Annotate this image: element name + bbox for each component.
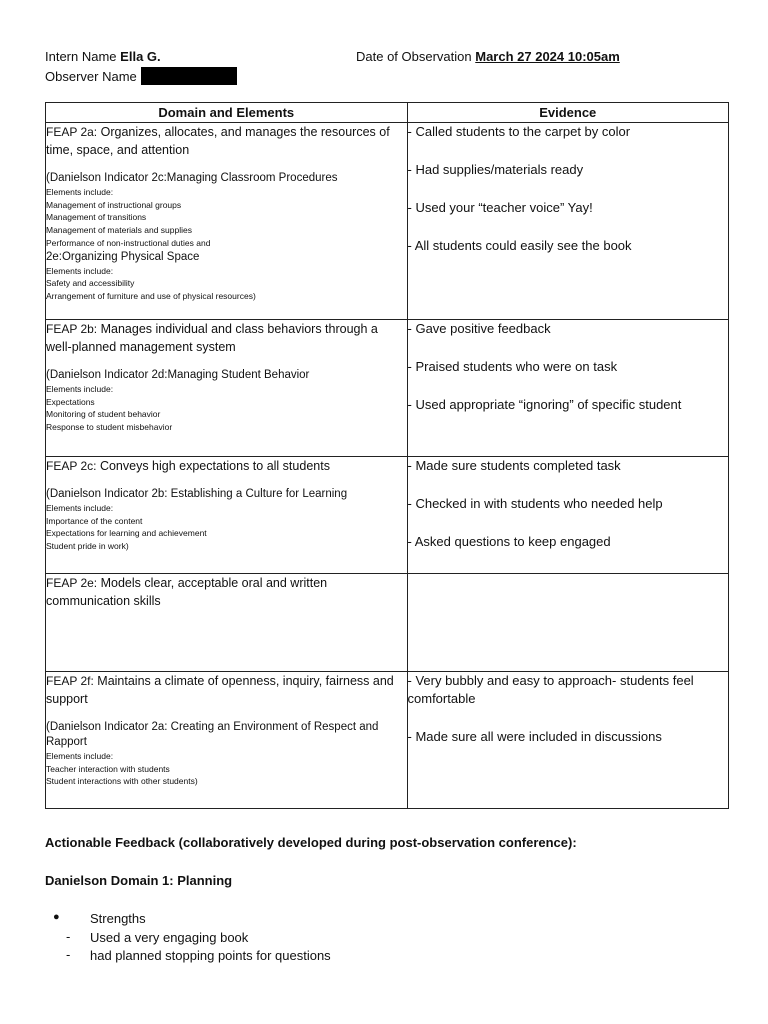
evidence-item: - Made sure students completed task — [407, 458, 621, 473]
list-item: Used a very engaging book — [90, 930, 249, 945]
intern-name-label: Intern Name — [45, 49, 117, 64]
element-line: Elements include: — [46, 503, 114, 513]
observation-date-value: March 27 2024 10:05am — [475, 49, 620, 64]
evidence-item: - Called students to the carpet by color — [407, 124, 631, 139]
evidence-item: - Asked questions to keep engaged — [407, 534, 611, 549]
list-item: had planned stopping points for questions — [90, 948, 331, 963]
evidence-cell — [407, 123, 728, 320]
evidence-cell — [407, 320, 728, 457]
feap-code: FEAP 2c: — [46, 459, 97, 473]
evidence-item: - Had supplies/materials ready — [407, 162, 584, 177]
intern-name-value: Ella G. — [120, 49, 161, 64]
element-line: Expectations for learning and achievement — [46, 528, 207, 539]
element-line: Elements include: — [46, 384, 114, 394]
observation-table — [45, 102, 729, 809]
evidence-cell — [407, 672, 728, 809]
feap-title: Manages individual and class behaviors through a well-planned management system — [46, 322, 378, 354]
evidence-cell-empty — [407, 574, 728, 672]
evidence-item: - Used appropriate “ignoring” of specific student — [407, 397, 682, 412]
feap-standard — [46, 123, 407, 159]
feap-standard — [46, 320, 407, 356]
element-line: Student pride in work) — [46, 541, 129, 552]
element-line: Teacher interaction with students — [46, 763, 170, 774]
table-row — [46, 457, 729, 574]
element-line: Elements include: — [46, 751, 114, 761]
bullet-dot-icon: ● — [53, 911, 60, 923]
element-line: Performance of non-instructional duties and — [46, 237, 211, 248]
element-line: Safety and accessibility — [46, 278, 135, 289]
element-line: Monitoring of student behavior — [46, 409, 161, 420]
feap-standard — [46, 457, 407, 475]
domain-cell — [46, 574, 408, 672]
danielson-indicator: (Danielson Indicator 2d:Managing Student Behavior — [46, 369, 310, 381]
feap-title: Models clear, acceptable oral and written communication skills — [46, 576, 328, 608]
strengths-label: Strengths — [90, 911, 146, 926]
domain-column-header: Domain and Elements — [46, 103, 408, 123]
danielson-indicator: (Danielson Indicator 2c:Managing Classroom Procedures — [46, 172, 338, 184]
domain-cell — [46, 457, 408, 574]
danielson-indicator-secondary: 2e:Organizing Physical Space — [46, 250, 200, 263]
observation-date-line — [356, 48, 620, 65]
dash-marker: - — [66, 929, 71, 944]
feap-code: FEAP 2e: — [46, 576, 98, 590]
intern-name-line — [45, 48, 161, 65]
element-line: Elements include: — [46, 187, 114, 197]
feap-code: FEAP 2a: — [46, 125, 98, 139]
feap-code: FEAP 2b: — [46, 322, 98, 336]
element-line: Expectations — [46, 396, 95, 407]
observer-name-line — [45, 67, 237, 85]
dash-marker: - — [66, 947, 71, 962]
element-line: Importance of the content — [46, 515, 143, 526]
evidence-item: - Gave positive feedback — [407, 321, 551, 336]
evidence-item: - Praised students who were on task — [407, 359, 618, 374]
evidence-item: - Very bubbly and easy to approach- students feel comfortable — [407, 673, 694, 706]
evidence-item: - Used your “teacher voice” Yay! — [407, 200, 593, 215]
evidence-item: - Made sure all were included in discussions — [407, 729, 662, 744]
observer-name-label: Observer Name — [45, 69, 137, 84]
domain1-planning-heading: Danielson Domain 1: Planning — [45, 873, 233, 888]
evidence-item: - All students could easily see the book — [407, 238, 632, 253]
table-row — [46, 574, 729, 672]
evidence-column-header: Evidence — [407, 103, 728, 123]
element-line: Response to student misbehavior — [46, 422, 173, 433]
element-line: Arrangement of furniture and use of physical resources) — [46, 290, 256, 301]
table-row — [46, 672, 729, 809]
danielson-indicator: (Danielson Indicator 2a: Creating an Environment of Respect and Rapport — [46, 721, 379, 748]
domain-cell — [46, 672, 408, 809]
element-line: Management of materials and supplies — [46, 225, 192, 236]
feap-title: Maintains a climate of openness, inquiry, fairness and support — [46, 674, 394, 706]
evidence-item: - Checked in with students who needed help — [407, 496, 663, 511]
element-line: Management of instructional groups — [46, 199, 182, 210]
observation-date-label: Date of Observation — [356, 49, 472, 64]
feap-code: FEAP 2f: — [46, 674, 94, 688]
redacted-observer-name — [141, 67, 237, 85]
feap-title: Conveys high expectations to all students — [96, 459, 330, 473]
element-line: Elements include: — [46, 265, 114, 276]
domain-cell — [46, 320, 408, 457]
feap-standard — [46, 672, 407, 708]
actionable-feedback-heading: Actionable Feedback (collaboratively developed during post-observation conference): — [45, 835, 577, 850]
element-line: Student interactions with other students) — [46, 776, 198, 787]
table-header-row — [46, 103, 729, 123]
table-row — [46, 123, 729, 320]
element-line: Management of transitions — [46, 212, 147, 223]
table-row — [46, 320, 729, 457]
feap-title: Organizes, allocates, and manages the resources of time, space, and attention — [46, 125, 390, 157]
domain-cell — [46, 123, 408, 320]
feap-standard — [46, 574, 407, 610]
evidence-cell — [407, 457, 728, 574]
danielson-indicator: (Danielson Indicator 2b: Establishing a Culture for Learning — [46, 488, 348, 500]
